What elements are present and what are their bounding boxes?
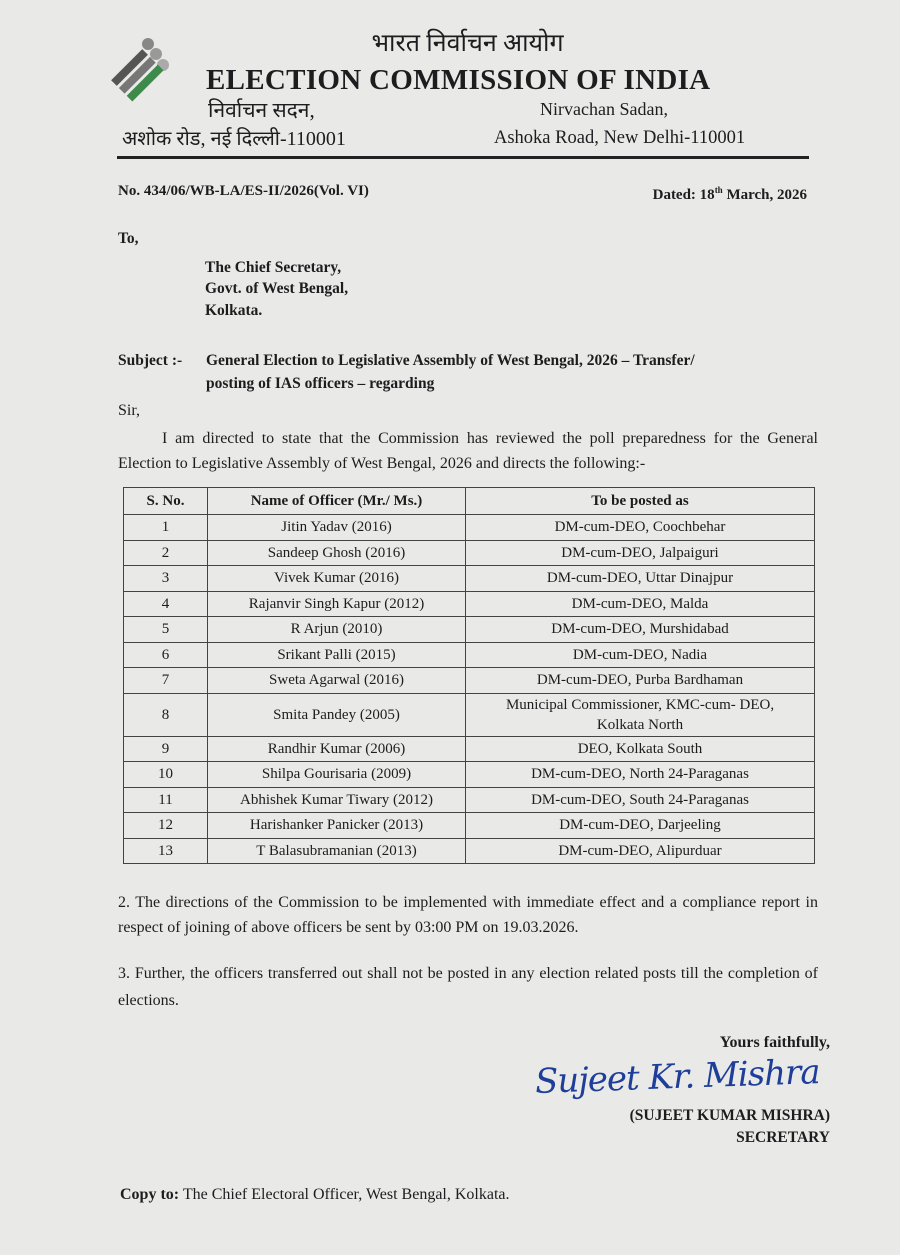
posting-cell: DM-cum-DEO, South 24-Paraganas xyxy=(466,787,815,813)
officer-name-cell: Srikant Palli (2015) xyxy=(208,642,466,668)
posting-cell: DM-cum-DEO, Nadia xyxy=(466,642,815,668)
officer-name-cell: T Balasubramanian (2013) xyxy=(208,838,466,864)
date-label: Dated: 18 xyxy=(652,187,715,203)
table-row xyxy=(124,813,815,839)
copy-to-text: The Chief Electoral Officer, West Bengal, Kolkata. xyxy=(179,1186,510,1203)
signature: Sujeet Kr. Mishra xyxy=(534,1052,821,1102)
officer-name-cell: Randhir Kumar (2006) xyxy=(208,736,466,762)
header-posting: To be posted as xyxy=(466,488,815,515)
date-rest: March, 2026 xyxy=(722,187,807,203)
officer-name-cell: Sandeep Ghosh (2016) xyxy=(208,540,466,566)
officer-name-cell: Vivek Kumar (2016) xyxy=(208,566,466,592)
sno-cell: 3 xyxy=(124,566,208,592)
table-row xyxy=(124,838,815,864)
to-label: To, xyxy=(118,230,139,247)
sno-cell: 7 xyxy=(124,668,208,694)
organization-title: ELECTION COMMISSION OF INDIA xyxy=(206,64,711,96)
officer-transfer-table xyxy=(123,487,815,864)
posting-cell: DM-cum-DEO, Uttar Dinajpur xyxy=(466,566,815,592)
paragraph-1: I am directed to state that the Commission has reviewed the poll preparedness for the General Election to Legislative Assembly of West Bengal, 2026 and directs the following:- xyxy=(118,430,818,472)
salutation: Sir, xyxy=(118,402,141,419)
signer-name: (SUJEET KUMAR MISHRA) xyxy=(629,1107,830,1124)
officer-name-cell: Smita Pandey (2005) xyxy=(208,693,466,736)
paragraph-2: 2. The directions of the Commission to be implemented with immediate effect and a compliance report in respect of joining of above officers be sent by 03:00 PM on 19.03.2026. xyxy=(118,894,818,936)
subject-label: Subject :- xyxy=(118,352,183,369)
table-row xyxy=(124,736,815,762)
officer-name-cell: R Arjun (2010) xyxy=(208,617,466,643)
hindi-title: भारत निर्वाचन आयोग xyxy=(371,30,564,57)
date-suffix: th xyxy=(714,185,723,195)
officer-name-cell: Sweta Agarwal (2016) xyxy=(208,668,466,694)
address-line1: Nirvachan Sadan, xyxy=(540,99,668,119)
table-row xyxy=(124,515,815,541)
officer-name-cell: Rajanvir Singh Kapur (2012) xyxy=(208,591,466,617)
copy-to-label: Copy to: xyxy=(120,1186,180,1203)
posting-cell: DM-cum-DEO, Jalpaiguri xyxy=(466,540,815,566)
table-row xyxy=(124,540,815,566)
signer-designation: SECRETARY xyxy=(736,1129,830,1146)
table-row xyxy=(124,617,815,643)
header-sno: S. No. xyxy=(124,488,208,515)
address-line2: Ashoka Road, New Delhi-110001 xyxy=(494,128,746,148)
posting-cell: DM-cum-DEO, North 24-Paraganas xyxy=(466,762,815,788)
table-row xyxy=(124,566,815,592)
officer-name-cell: Shilpa Gourisaria (2009) xyxy=(208,762,466,788)
table-row xyxy=(124,668,815,694)
officer-name-cell: Jitin Yadav (2016) xyxy=(208,515,466,541)
posting-cell: DM-cum-DEO, Purba Bardhaman xyxy=(466,668,815,694)
subject-line1: General Election to Legislative Assembly of West Bengal, 2026 – Transfer/ xyxy=(206,352,695,369)
table-row xyxy=(124,787,815,813)
sno-cell: 10 xyxy=(124,762,208,788)
addressee-line: Govt. of West Bengal, xyxy=(205,280,349,297)
sno-cell: 6 xyxy=(124,642,208,668)
hindi-address-line1: निर्वाचन सदन, xyxy=(208,98,315,122)
sno-cell: 5 xyxy=(124,617,208,643)
addressee-line: Kolkata. xyxy=(205,302,263,319)
closing-yours-faithfully: Yours faithfully, xyxy=(719,1034,830,1051)
sno-cell: 13 xyxy=(124,838,208,864)
table-row xyxy=(124,693,815,736)
officer-name-cell: Harishanker Panicker (2013) xyxy=(208,813,466,839)
reference-number: No. 434/06/WB-LA/ES-II/2026(Vol. VI) xyxy=(118,183,369,199)
header-officer-name: Name of Officer (Mr./ Ms.) xyxy=(208,488,466,515)
subject-line2: posting of IAS officers – regarding xyxy=(206,375,435,392)
posting-cell: DEO, Kolkata South xyxy=(466,736,815,762)
sno-cell: 12 xyxy=(124,813,208,839)
subject xyxy=(118,349,818,395)
posting-cell: Municipal Commissioner, KMC-cum- DEO, Kolkata North xyxy=(466,693,815,736)
table-row xyxy=(124,591,815,617)
officer-name-cell: Abhishek Kumar Tiwary (2012) xyxy=(208,787,466,813)
sno-cell: 11 xyxy=(124,787,208,813)
hindi-address-line2: अशोक रोड, नई दिल्ली-110001 xyxy=(122,128,346,150)
sno-cell: 1 xyxy=(124,515,208,541)
posting-cell: DM-cum-DEO, Darjeeling xyxy=(466,813,815,839)
paragraph-3: 3. Further, the officers transferred out shall not be posted in any election related posts till the completion of elections. xyxy=(118,965,818,1009)
posting-cell: DM-cum-DEO, Coochbehar xyxy=(466,515,815,541)
letterhead-divider xyxy=(117,156,809,159)
sno-cell: 8 xyxy=(124,693,208,736)
sno-cell: 9 xyxy=(124,736,208,762)
letter-date xyxy=(653,180,807,205)
posting-cell: DM-cum-DEO, Alipurduar xyxy=(466,838,815,864)
copy-to xyxy=(120,1185,510,1204)
sno-cell: 2 xyxy=(124,540,208,566)
posting-cell: DM-cum-DEO, Murshidabad xyxy=(466,617,815,643)
table-header-row xyxy=(124,488,815,515)
table-row xyxy=(124,762,815,788)
table-row xyxy=(124,642,815,668)
addressee-line: The Chief Secretary, xyxy=(205,259,342,276)
posting-cell: DM-cum-DEO, Malda xyxy=(466,591,815,617)
sno-cell: 4 xyxy=(124,591,208,617)
